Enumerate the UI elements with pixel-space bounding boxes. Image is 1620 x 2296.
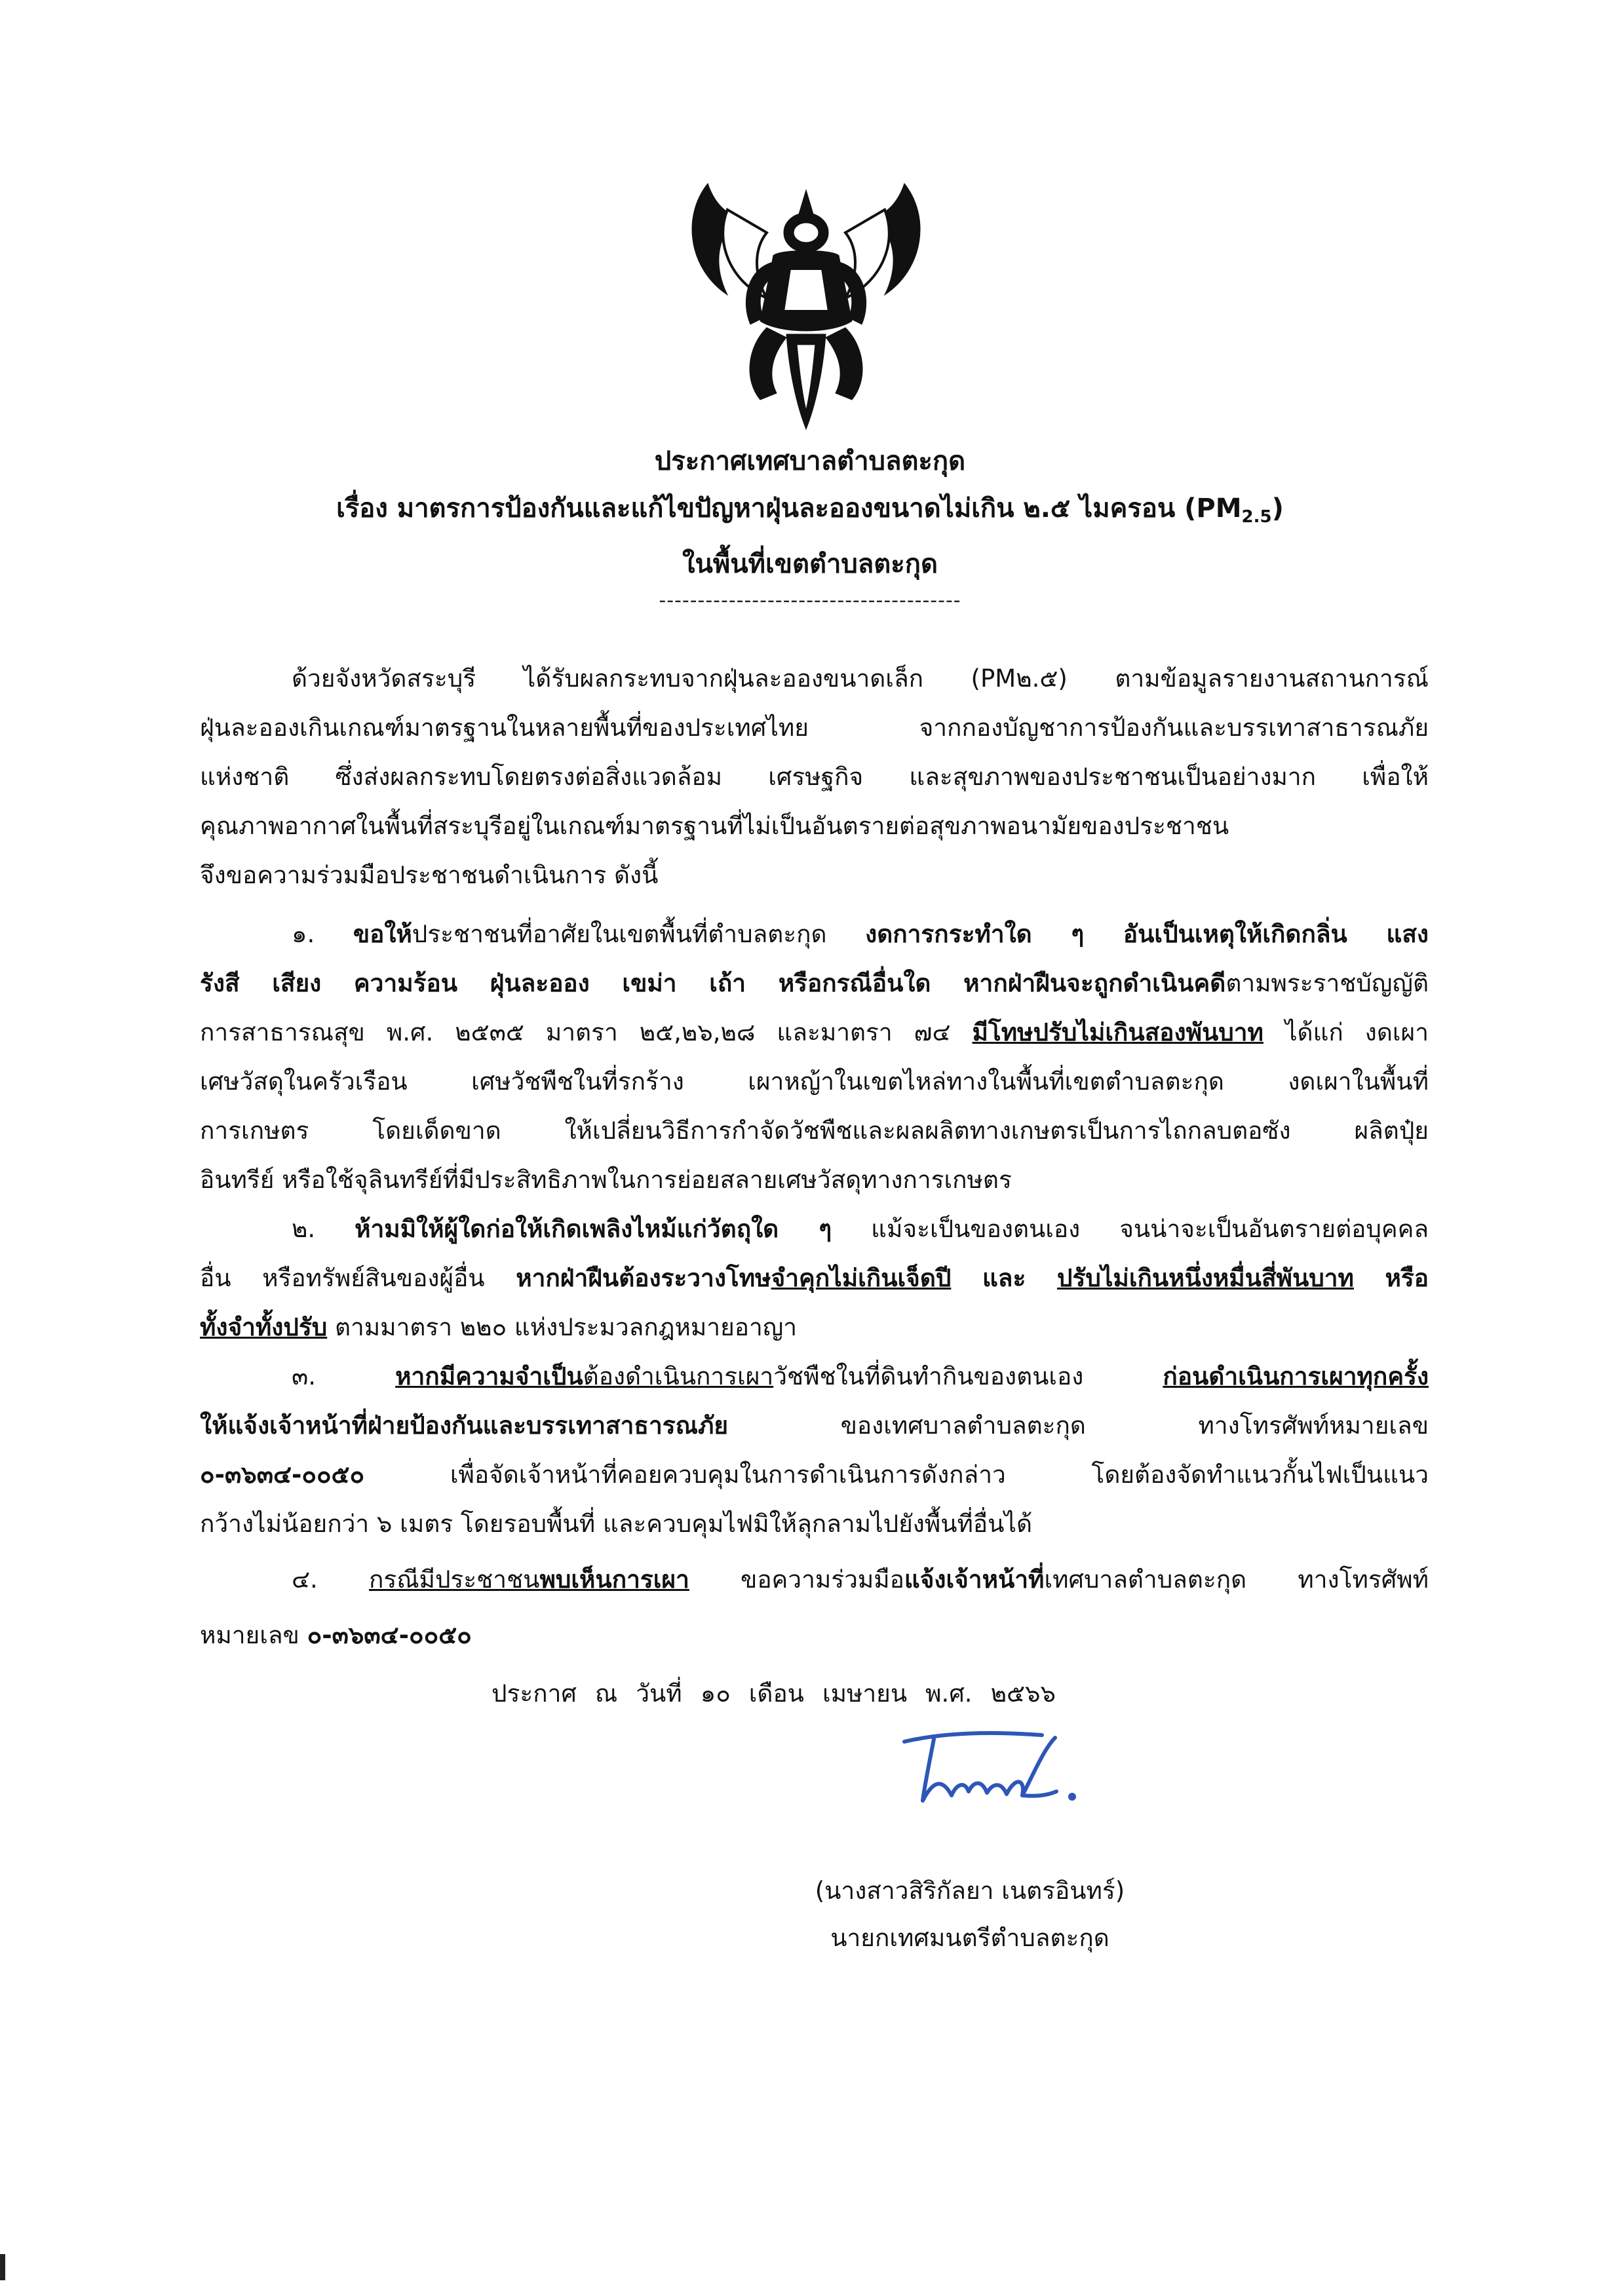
item3-line-1: ๓. หากมีความจำเป็นต้องดำเนินการเผาวัชพืชในที่ดินทำกินของตนเอง ก่อนดำเนินการเผาทุกครั้ง bbox=[292, 1362, 1429, 1390]
intro-line-4: คุณภาพอากาศในพื้นที่สระบุรีอยู่ในเกณฑ์มาตรฐานที่ไม่เป็นอันตรายต่อสุขภาพอนามัยของประชาชน bbox=[200, 812, 1229, 840]
item2-line-1: ๒. ห้ามมิให้ผู้ใดก่อให้เกิดเพลิงไหม้แก่วัตถุใด ๆ แม้จะเป็นของตนเอง จนน่าจะเป็นอันตรายต่อบุคคล bbox=[292, 1215, 1429, 1243]
item3-line-2: ให้แจ้งเจ้าหน้าที่ฝ่ายป้องกันและบรรเทาสาธารณภัย ของเทศบาลตำบลตะกุด ทางโทรศัพท์หมายเลข bbox=[200, 1411, 1429, 1440]
item3-line-4: กว้างไม่น้อยกว่า ๖ เมตร โดยรอบพื้นที่ และควบคุมไฟมิให้ลุกลามไปยังพื้นที่อื่นได้ bbox=[200, 1510, 1033, 1538]
item2-line-2: อื่น หรือทรัพย์สินของผู้อื่น หากฝ่าฝืนต้องระวางโทษจำคุกไม่เกินเจ็ดปี และ ปรับไม่เกินหนึ่งหมื่นสี่พันบาท หรือ bbox=[200, 1264, 1429, 1292]
signer-name: (นางสาวสิริกัลยา เนตรอินทร์) bbox=[815, 1877, 1125, 1905]
item1-line-5: การเกษตร โดยเด็ดขาด ให้เปลี่ยนวิธีการกำจัดวัชพืชและผลผลิตทางเกษตรเป็นการไถกลบตอซัง ผลิตปุ๋ย bbox=[200, 1117, 1429, 1145]
pm-subscript: 2.5 bbox=[1241, 507, 1272, 527]
intro-line-2: ฝุ่นละอองเกินเกณฑ์มาตรฐานในหลายพื้นที่ของประเทศไทย จากกองบัญชาการป้องกันและบรรเทาสาธารณภัย bbox=[200, 714, 1429, 742]
item3-line-3: ๐-๓๖๓๔-๐๐๕๐ เพื่อจัดเจ้าหน้าที่คอยควบคุมในการดำเนินการดังกล่าว โดยต้องจัดทำแนวกั้นไฟเป็นแนว bbox=[200, 1461, 1429, 1489]
signer-block bbox=[773, 1867, 1167, 1962]
item1-line-2: รังสี เสียง ความร้อน ฝุ่นละออง เขม่า เถ้า หรือกรณีอื่นใด หากฝ่าฝืนจะถูกดำเนินคดีตามพระราชบัญญัติ bbox=[200, 969, 1429, 997]
item2-line-3: ทั้งจำทั้งปรับ ตามมาตรา ๒๒๐ แห่งประมวลกฎหมายอาญา bbox=[200, 1313, 798, 1341]
announcement-header bbox=[197, 438, 1423, 614]
item4-line-2: หมายเลข ๐-๓๖๓๔-๐๐๕๐ bbox=[200, 1621, 472, 1649]
item1-line-3: การสาธารณสุข พ.ศ. ๒๕๓๕ มาตรา ๒๕,๒๖,๒๘ และมาตรา ๗๔ มีโทษปรับไม่เกินสองพันบาท ได้แก่ งดเผา bbox=[200, 1018, 1429, 1046]
title-separator: --------------------------------------- bbox=[659, 589, 961, 612]
item1-line-6: อินทรีย์ หรือใช้จุลินทรีย์ที่มีประสิทธิภาพในการย่อยสลายเศษวัสดุทางการเกษตร bbox=[200, 1166, 1012, 1194]
scan-edge-mark bbox=[0, 2254, 5, 2280]
subject-title: เรื่อง มาตรการป้องกันและแก้ไขปัญหาฝุ่นละอองขนาดไม่เกิน ๒.๕ ไมครอน $(PM_{2.5})$ bbox=[336, 493, 1284, 527]
signer-position: นายกเทศมนตรีตำบลตะกุด bbox=[830, 1924, 1109, 1952]
intro-line-1: ด้วยจังหวัดสระบุรี ได้รับผลกระทบจากฝุ่นละอองขนาดเล็ก (PM๒.๕) ตามข้อมูลรายงานสถานการณ์ bbox=[292, 664, 1429, 693]
item1-line-1: ๑. ขอให้ประชาชนที่อาศัยในเขตพื้นที่ตำบลตะกุด งดการกระทำใด ๆ อันเป็นเหตุให้เกิดกลิ่น แสง bbox=[292, 920, 1429, 948]
issuer-title: ประกาศเทศบาลตำบลตะกุด bbox=[654, 446, 966, 476]
intro-line-3: แห่งชาติ ซึ่งส่งผลกระทบโดยตรงต่อสิ่งแวดล้อม เศรษฐกิจ และสุขภาพของประชาชนเป็นอย่างมาก เพื่อให้ bbox=[200, 763, 1429, 791]
item1-line-4: เศษวัสดุในครัวเรือน เศษวัชพืชในที่รกร้าง เผาหญ้าในเขตไหล่ทางในพื้นที่เขตตำบลตะกุด งดเผาในพื้นที่ bbox=[200, 1067, 1429, 1096]
announcement-date: ประกาศ ณ วันที่ ๑๐ เดือน เมษายน พ.ศ. ๒๕๖๖ bbox=[492, 1679, 1056, 1708]
area-title: ในพื้นที่เขตตำบลตะกุด bbox=[682, 549, 938, 579]
signature-icon bbox=[891, 1723, 1140, 1822]
garuda-emblem-icon bbox=[668, 170, 944, 432]
item4-line-1: ๔. กรณีมีประชาชนพบเห็นการเผา ขอความร่วมมือแจ้งเจ้าหน้าที่เทศบาลตำบลตะกุด ทางโทรศัพท์ bbox=[292, 1565, 1429, 1594]
intro-line-5: จึงขอความร่วมมือประชาชนดำเนินการ ดังนี้ bbox=[200, 861, 659, 889]
